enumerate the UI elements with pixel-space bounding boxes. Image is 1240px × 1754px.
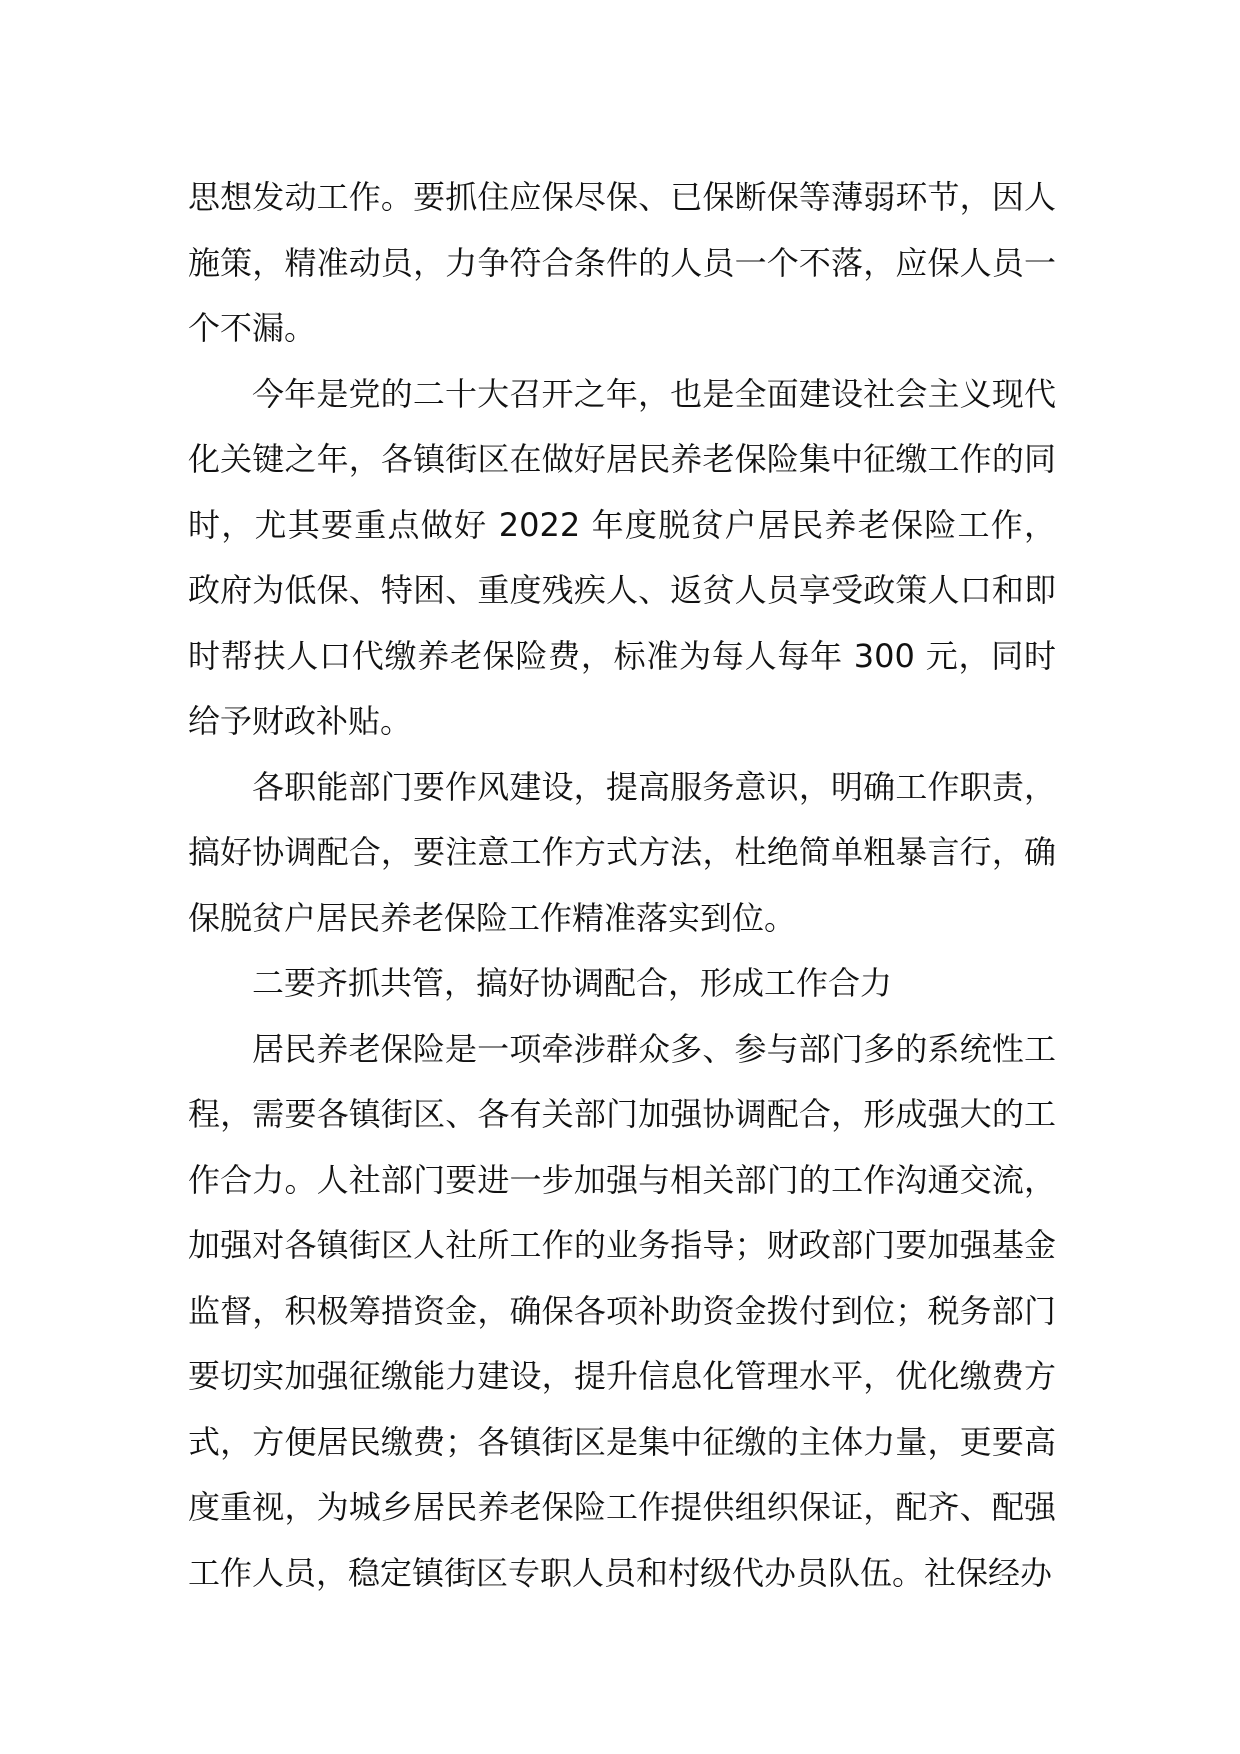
document-body xyxy=(188,165,1056,1606)
paragraph-departments-work-style: 各职能部门要作风建设，提高服务意识，明确工作职责，搞好协调配合，要注意工作方式方法，杜绝简单粗暴言行，确保脱贫户居民养老保险工作精准落实到位。 xyxy=(188,767,1056,937)
paragraph-pension-system-engineering: 居民养老保险是一项牵涉群众多、参与部门多的系统性工程，需要各镇街区、各有关部门加强协调配合，形成强大的工作合力。人社部门要进一步加强与相关部门的工作沟通交流，加强对各镇街区人社所工作的业务指导；财政部门要加强基金监督，积极筹措资金，确保各项补助资金拨付到位；税务部门要切实加强征缴能力建设，提升信息化管理水平，优化缴费方式，方便居民缴费；各镇街区是集中征缴的主体力量，更要高度重视，为城乡居民养老保险工作提供组织保证，配齐、配强工作人员，稳定镇街区专职人员和村级代办员队伍。社保经办 xyxy=(188,1029,1056,1592)
paragraph-party-congress-year: 今年是党的二十大召开之年，也是全面建设社会主义现代化关键之年，各镇街区在做好居民养老保险集中征缴工作的同时，尤其要重点做好 2022 年度脱贫户居民养老保险工作，政府为低保、特困、重度残疾人、返贫人员享受政策人口和即时帮扶人口代缴养老保险费，标准为每人每年 300 元，同时给予财政补贴。 xyxy=(188,374,1056,740)
paragraph-continued: 思想发动工作。要抓住应保尽保、已保断保等薄弱环节，因人施策，精准动员，力争符合条件的人员一个不落，应保人员一个不漏。 xyxy=(188,178,1056,347)
section-heading-coordination: 二要齐抓共管，搞好协调配合，形成工作合力 xyxy=(252,964,893,1002)
